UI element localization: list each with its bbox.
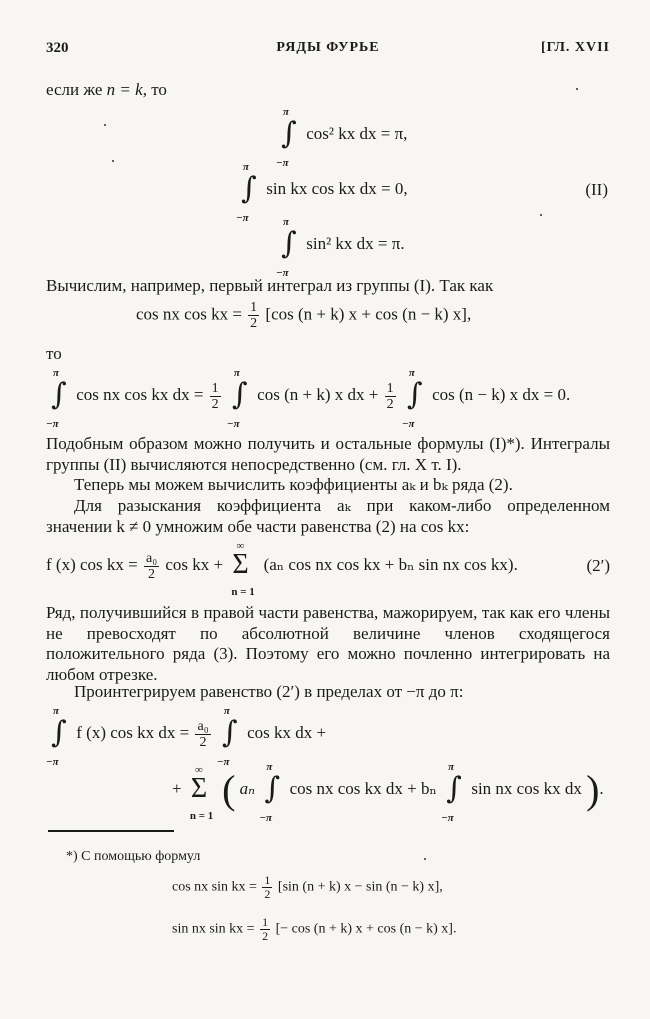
equation-label: (2′) — [586, 556, 610, 575]
product-formula — [136, 300, 471, 331]
eq2p-rhs: (aₙ cos nx cos kx + bₙ sin nx cos kx). — [263, 554, 518, 574]
lead-then: то — [151, 80, 167, 99]
fraction: $\frac{1}{2}$ — [250, 300, 258, 331]
final-lhs: f (x) cos kx dx = — [76, 722, 190, 742]
formula-lhs: cos nx cos kx = — [136, 304, 242, 324]
open-paren: ( — [222, 767, 236, 812]
scan-speck — [576, 88, 578, 90]
page-header — [46, 40, 610, 62]
eq-II-1 — [276, 105, 408, 169]
lead-line — [46, 80, 167, 100]
integral-sign: π ∫ −π — [46, 705, 67, 768]
fraction: $\frac{1}{2}$ — [262, 915, 269, 943]
eq-II-2 — [236, 160, 608, 224]
paragraph-5: Ряд, получившийся в правой части равенства, мажорируем, так как его члены не превосходят по абсолютной величине членов сходящегося положительного ряда (3). Поэтому его можно почленно интегрировать на любом отрезке. — [46, 603, 610, 684]
final-period: . — [599, 778, 604, 798]
integral-sign: π ∫ −π — [46, 367, 67, 430]
lead-condition: n = k, — [106, 80, 147, 99]
scan-speck — [104, 124, 106, 126]
fn2-rhs: [− cos (n + k) x + cos (n − k) x]. — [275, 921, 457, 937]
integral-sign: π ∫ −π — [259, 761, 280, 824]
footnote-formula-2 — [172, 916, 456, 943]
paragraph-2: Подобным образом можно получить и остальные формулы (I)*). Интегралы группы (II) вычисляются непосредственно (см. гл. X т. I). — [46, 434, 610, 474]
paragraph-3: Теперь мы можем вычислить коэффициенты aₖ и bₖ ряда (2). — [74, 475, 513, 494]
eq-II-3-body: sin² kx dx = π. — [306, 233, 405, 253]
fraction: $\frac{1}{2}$ — [264, 873, 271, 901]
sum-sign: ∞ Σ n = 1 — [231, 540, 255, 598]
integral-term-2: cos (n − k) x dx = 0. — [432, 384, 571, 404]
lead-text: если же — [46, 80, 103, 99]
eq2p-lhs: f (x) cos kx = — [46, 554, 138, 574]
final-term-1: cos kx dx + — [247, 722, 327, 742]
plus-sign: + — [172, 778, 182, 798]
close-paren: ) — [586, 767, 600, 812]
integral-equation — [46, 366, 571, 430]
integral-sign: π ∫ −π — [216, 705, 238, 768]
integral-sign: π ∫ −π — [401, 367, 423, 430]
formula-rhs: [cos (n + k) x + cos (n − k) x], — [265, 304, 472, 324]
footnote-rule — [48, 830, 174, 832]
final-equation-line-1 — [46, 704, 327, 768]
equation-2-prime — [46, 536, 610, 596]
scan-speck — [424, 858, 426, 860]
fraction: $\frac{1}{2}$ — [386, 380, 394, 412]
integral-sign: π ∫ −π — [236, 161, 257, 224]
final-term-2: cos nx cos kx dx + bₙ — [289, 778, 437, 798]
integral-term-1: cos (n + k) x dx + — [257, 384, 379, 404]
final-term-3: sin nx cos kx dx — [471, 778, 582, 798]
fn1-rhs: [sin (n + k) x − sin (n − k) x], — [277, 879, 443, 895]
paragraph-4: Для разыскания коэффициента aₖ при каком-либо определенном значении k ≠ 0 умножим обе части равенства (2) на cos kx: — [46, 496, 610, 536]
integral-lhs: cos nx cos kx dx = — [76, 384, 204, 404]
integral-sign: π ∫ −π — [276, 216, 297, 279]
fraction: $\frac{\text{a₀}}{2}$ — [145, 550, 158, 582]
integral-sign: π ∫ −π — [226, 367, 248, 430]
eq2p-mid: cos kx + — [165, 554, 224, 574]
final-equation-line-2 — [172, 760, 604, 824]
eq-II-3 — [276, 215, 405, 279]
page-number: 320 — [46, 40, 69, 56]
eq-II-2-body: sin kx cos kx dx = 0, — [266, 178, 408, 198]
paragraph-1: Вычислим, например, первый интеграл из группы (I). Так как — [46, 276, 494, 295]
equation-label: (II) — [585, 180, 608, 199]
to-word: то — [46, 344, 62, 363]
running-title: РЯДЫ ФУРЬЕ — [276, 40, 380, 55]
fraction: $\frac{\text{a₀}}{2}$ — [197, 718, 209, 750]
fn2-lhs: sin nx sin kx = — [172, 921, 255, 937]
eq-II-1-body: cos² kx dx = π, — [306, 123, 408, 143]
footnote-lead: *) С помощью формул — [66, 849, 201, 864]
integral-sign: π ∫ −π — [276, 106, 297, 169]
sum-sign: ∞ Σ n = 1 — [189, 764, 214, 822]
scan-speck — [540, 214, 542, 216]
paragraph-6: Проинтегрируем равенство (2′) в пределах от −π до π: — [74, 682, 464, 701]
fn1-lhs: cos nx sin kx = — [172, 879, 257, 895]
chapter-label: [ГЛ. XVII — [540, 40, 610, 55]
footnote-formula-1 — [172, 874, 443, 901]
coef-an: aₙ — [239, 778, 256, 798]
integral-sign: π ∫ −π — [441, 761, 462, 824]
scan-speck — [112, 160, 114, 162]
fraction: $\frac{1}{2}$ — [211, 380, 219, 412]
